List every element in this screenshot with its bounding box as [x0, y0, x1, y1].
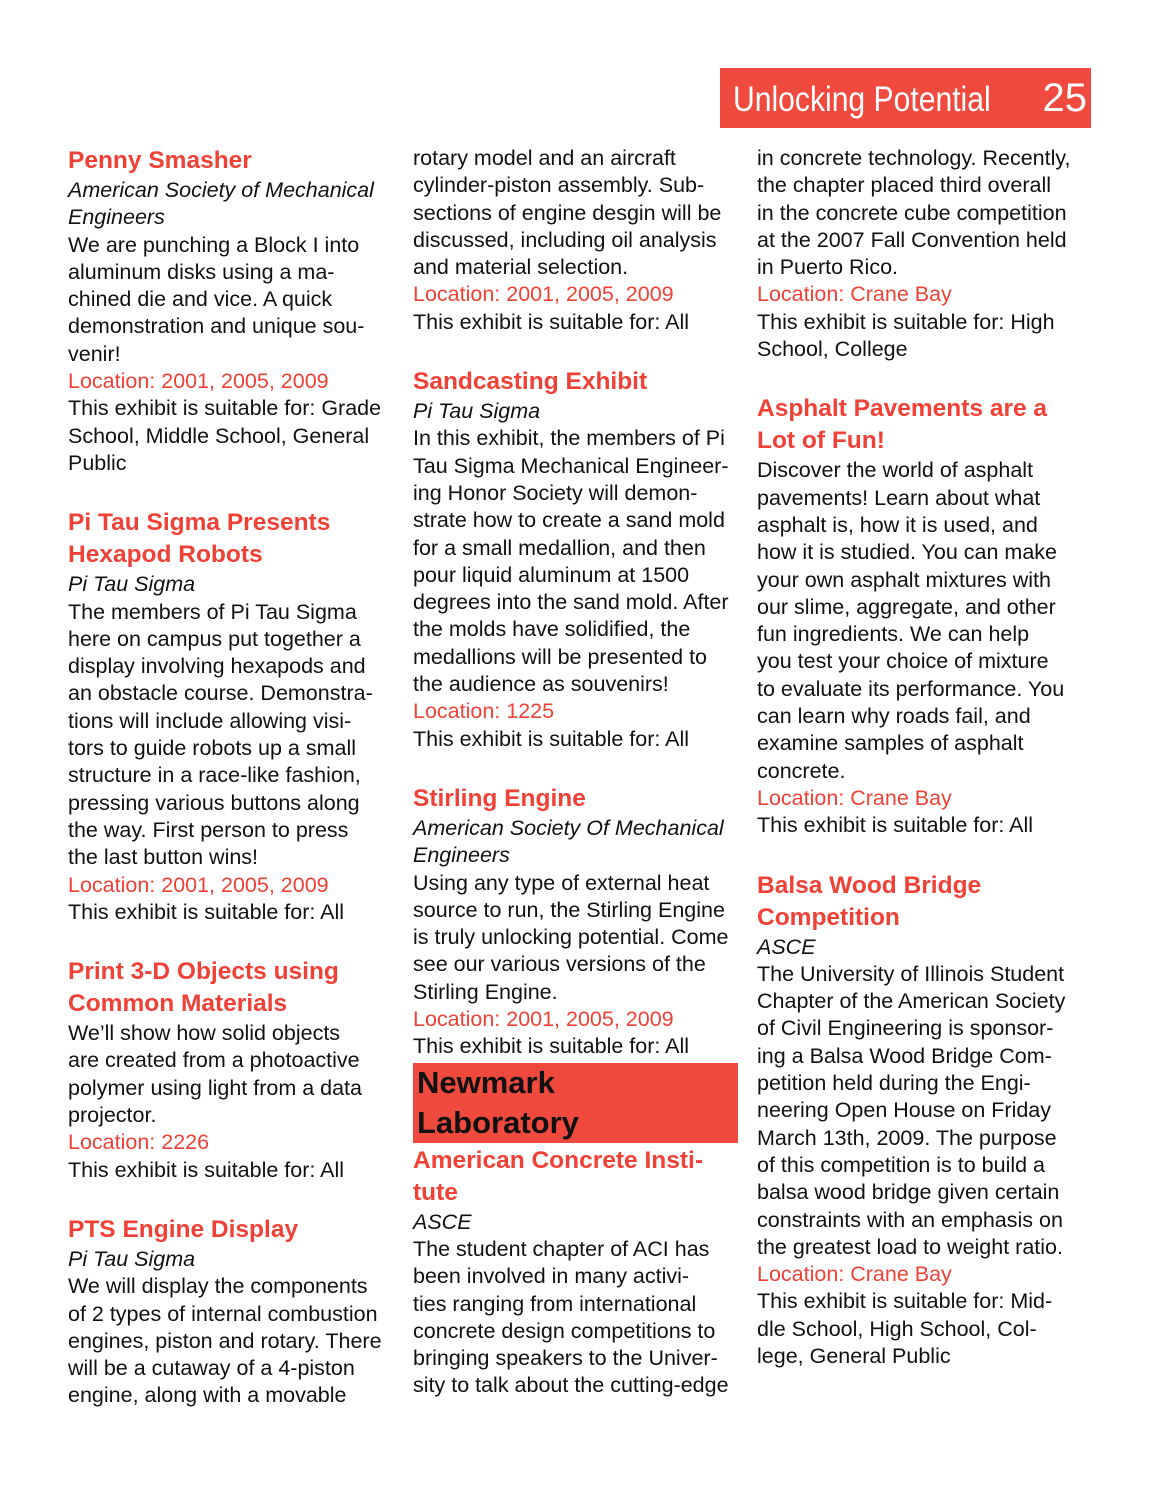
suitability-line: This exhibit is suitable for: Grade: [68, 396, 382, 421]
desc-line: neering Open House on Friday: [757, 1098, 1052, 1123]
desc-line: how it is studied. You can make: [757, 540, 1057, 565]
exhibit-location: Location: Crane Bay: [757, 785, 952, 810]
desc-line: balsa wood bridge given certain: [757, 1180, 1060, 1205]
desc-line: petition held during the Engi-: [757, 1071, 1031, 1096]
desc-line: are created from a photoactive: [68, 1048, 360, 1073]
exhibit-title: tute: [413, 1178, 458, 1206]
exhibit-stirling-engine: [413, 783, 748, 1061]
desc-line: asphalt is, how it is used, and: [757, 512, 1038, 537]
exhibit-title: Balsa Wood Bridge: [757, 871, 982, 899]
suitability-line: dle School, High School, Col-: [757, 1316, 1037, 1341]
exhibit-pts-engine: [68, 1214, 403, 1410]
exhibit-title: Stirling Engine: [413, 784, 586, 812]
exhibit-location: Location: 1225: [413, 699, 555, 724]
exhibit-organization: ASCE: [413, 1209, 472, 1234]
desc-line: demonstration and unique sou-: [68, 314, 365, 339]
desc-line: will be a cutaway of a 4-piston: [68, 1356, 355, 1381]
desc-line: venir!: [68, 341, 121, 366]
exhibit-aci-continued: [757, 145, 1097, 363]
column-2: [413, 145, 748, 1400]
desc-line: ties ranging from international: [413, 1291, 697, 1316]
suitability-line: This exhibit is suitable for: All: [68, 899, 345, 924]
desc-line: cylinder-piston assembly. Sub-: [413, 173, 705, 198]
suitability-line: This exhibit is suitable for: All: [757, 813, 1034, 838]
desc-line: the chapter placed third overall: [757, 173, 1052, 198]
desc-line: see our various versions of the: [413, 952, 706, 977]
desc-line: strate how to create a sand mold: [413, 508, 725, 533]
exhibit-location: Location: 2001, 2005, 2009: [68, 369, 329, 394]
desc-line: the last button wins!: [68, 845, 259, 870]
exhibit-title: Print 3-D Objects using: [68, 958, 339, 986]
exhibit-organization: ASCE: [757, 934, 816, 959]
desc-line: Discover the world of asphalt: [757, 458, 1034, 483]
desc-line: here on campus put together a: [68, 626, 361, 651]
exhibit-location: Location: 2001, 2005, 2009: [413, 282, 674, 307]
desc-line: sity to talk about the cutting-edge: [413, 1373, 729, 1398]
desc-line: pavements! Learn about what: [757, 485, 1041, 510]
desc-line: fun ingredients. We can help: [757, 622, 1030, 647]
exhibit-location: Location: 2001, 2005, 2009: [413, 1007, 674, 1032]
desc-line: been involved in many activi-: [413, 1264, 690, 1289]
suitability-line: This exhibit is suitable for: Mid-: [757, 1289, 1053, 1314]
page-header: [720, 68, 1091, 128]
desc-line: engine, along with a movable: [68, 1383, 347, 1408]
suitability-line: This exhibit is suitable for: All: [68, 1157, 345, 1182]
exhibit-title: American Concrete Insti-: [413, 1146, 703, 1174]
desc-line: and material selection.: [413, 255, 629, 280]
desc-line: the molds have solidified, the: [413, 617, 691, 642]
desc-line: March 13th, 2009. The purpose: [757, 1125, 1057, 1150]
exhibit-title: Pi Tau Sigma Presents: [68, 509, 331, 537]
desc-line: Chapter of the American Society: [757, 989, 1066, 1014]
desc-line: of this competition is to build a: [757, 1152, 1046, 1177]
desc-line: at the 2007 Fall Convention held: [757, 227, 1067, 252]
exhibit-print-3d: [68, 956, 403, 1184]
exhibit-location: Location: Crane Bay: [757, 1262, 952, 1287]
desc-line: chined die and vice. A quick: [68, 287, 333, 312]
desc-line: Tau Sigma Mechanical Engineer-: [413, 453, 729, 478]
exhibit-title: Penny Smasher: [68, 147, 252, 174]
desc-line: your own asphalt mixtures with: [757, 567, 1051, 592]
exhibit-organization: Engineers: [68, 205, 165, 230]
desc-line: The student chapter of ACI has: [413, 1236, 710, 1261]
desc-line: The University of Illinois Student: [757, 961, 1065, 986]
exhibit-location: Location: 2001, 2005, 2009: [68, 872, 329, 897]
desc-line: you test your choice of mixture: [757, 649, 1049, 674]
desc-line: an obstacle course. Demonstra-: [68, 681, 373, 706]
desc-line: for a small medallion, and then: [413, 535, 706, 560]
exhibit-location: Location: Crane Bay: [757, 282, 952, 307]
exhibit-american-concrete-institute: [413, 1145, 748, 1400]
desc-line: bringing speakers to the Univer-: [413, 1346, 718, 1371]
desc-line: ing a Balsa Wood Bridge Com-: [757, 1043, 1052, 1068]
exhibit-title: Competition: [757, 903, 900, 931]
suitability-line: This exhibit is suitable for: High: [757, 309, 1055, 334]
desc-line: concrete design competitions to: [413, 1318, 716, 1343]
desc-line: discussed, including oil analysis: [413, 227, 717, 252]
desc-line: engines, piston and rotary. There: [68, 1328, 382, 1353]
desc-line: to evaluate its performance. You: [757, 676, 1065, 701]
desc-line: of Civil Engineering is sponsor-: [757, 1016, 1054, 1041]
exhibit-organization: Pi Tau Sigma: [68, 572, 196, 597]
desc-line: in concrete technology. Recently,: [757, 146, 1071, 170]
section-heading-line: Newmark: [417, 1064, 555, 1100]
desc-line: Stirling Engine.: [413, 979, 558, 1004]
desc-line: display involving hexapods and: [68, 654, 366, 679]
desc-line: projector.: [68, 1103, 157, 1128]
suitability-line: This exhibit is suitable for: All: [413, 309, 690, 334]
desc-line: ing Honor Society will demon-: [413, 480, 698, 505]
column-1: [68, 145, 403, 1410]
exhibit-title: Lot of Fun!: [757, 427, 885, 455]
exhibit-sandcasting: [413, 366, 748, 753]
exhibit-hexapod-robots: [68, 507, 403, 926]
desc-line: in Puerto Rico.: [757, 255, 899, 280]
desc-line: our slime, aggregate, and other: [757, 594, 1056, 619]
exhibit-location: Location: 2226: [68, 1130, 210, 1155]
exhibit-organization: Pi Tau Sigma: [413, 399, 541, 424]
desc-line: the greatest load to weight ratio.: [757, 1234, 1063, 1259]
exhibit-organization: Pi Tau Sigma: [68, 1246, 196, 1271]
exhibit-pts-engine-continued: [413, 145, 748, 336]
exhibit-title: Hexapod Robots: [68, 541, 263, 569]
desc-line: polymer using light from a data: [68, 1075, 362, 1100]
desc-line: of 2 types of internal combustion: [68, 1301, 378, 1326]
page-number: 25: [1042, 76, 1087, 120]
exhibit-penny-smasher: [68, 145, 403, 477]
desc-line: Using any type of external heat: [413, 870, 710, 895]
desc-line: In this exhibit, the members of Pi: [413, 426, 725, 451]
section-heading-newmark: [413, 1063, 738, 1143]
desc-line: degrees into the sand mold. After: [413, 590, 729, 615]
desc-line: medallions will be presented to: [413, 644, 707, 669]
exhibit-title: Sandcasting Exhibit: [413, 368, 648, 396]
desc-line: is truly unlocking potential. Come: [413, 925, 729, 950]
desc-line: the audience as souvenirs!: [413, 672, 669, 697]
suitability-line: Public: [68, 450, 127, 475]
exhibit-title: PTS Engine Display: [68, 1215, 299, 1243]
desc-line: We’ll show how solid objects: [68, 1021, 341, 1046]
section-heading-line: Laboratory: [417, 1104, 579, 1140]
suitability-line: This exhibit is suitable for: All: [413, 726, 690, 751]
desc-line: the way. First person to press: [68, 817, 349, 842]
suitability-line: lege, General Public: [757, 1343, 951, 1368]
suitability-line: This exhibit is suitable for: All: [413, 1034, 690, 1059]
desc-line: source to run, the Stirling Engine: [413, 897, 725, 922]
desc-line: The members of Pi Tau Sigma: [68, 599, 357, 624]
desc-line: sections of engine desgin will be: [413, 200, 722, 225]
desc-line: concrete.: [757, 758, 846, 783]
desc-line: examine samples of asphalt: [757, 731, 1024, 756]
suitability-line: School, College: [757, 337, 908, 362]
desc-line: We will display the components: [68, 1274, 368, 1299]
exhibit-asphalt-pavements: [757, 393, 1097, 839]
desc-line: can learn why roads fail, and: [757, 704, 1031, 729]
desc-line: pour liquid aluminum at 1500: [413, 562, 690, 587]
exhibit-organization: Engineers: [413, 843, 510, 868]
exhibit-title: Asphalt Pavements are a: [757, 395, 1048, 423]
desc-line: in the concrete cube competition: [757, 200, 1067, 225]
desc-line: constraints with an emphasis on: [757, 1207, 1063, 1232]
publication-title: Unlocking Potential: [733, 80, 991, 119]
desc-line: aluminum disks using a ma-: [68, 259, 335, 284]
desc-line: tions will include allowing visi-: [68, 708, 352, 733]
column-3: [757, 145, 1097, 1370]
desc-line: tors to guide robots up a small: [68, 736, 357, 761]
exhibit-organization: American Society Of Mechanical: [413, 815, 724, 840]
exhibit-organization: American Society of Mechanical: [68, 178, 374, 202]
desc-line: structure in a race-like fashion,: [68, 763, 361, 788]
desc-line: rotary model and an aircraft: [413, 146, 676, 170]
exhibit-balsa-wood-bridge: [757, 870, 1097, 1371]
suitability-line: School, Middle School, General: [68, 423, 370, 448]
exhibit-title: Common Materials: [68, 990, 288, 1018]
desc-line: We are punching a Block I into: [68, 232, 360, 257]
desc-line: pressing various buttons along: [68, 790, 360, 815]
